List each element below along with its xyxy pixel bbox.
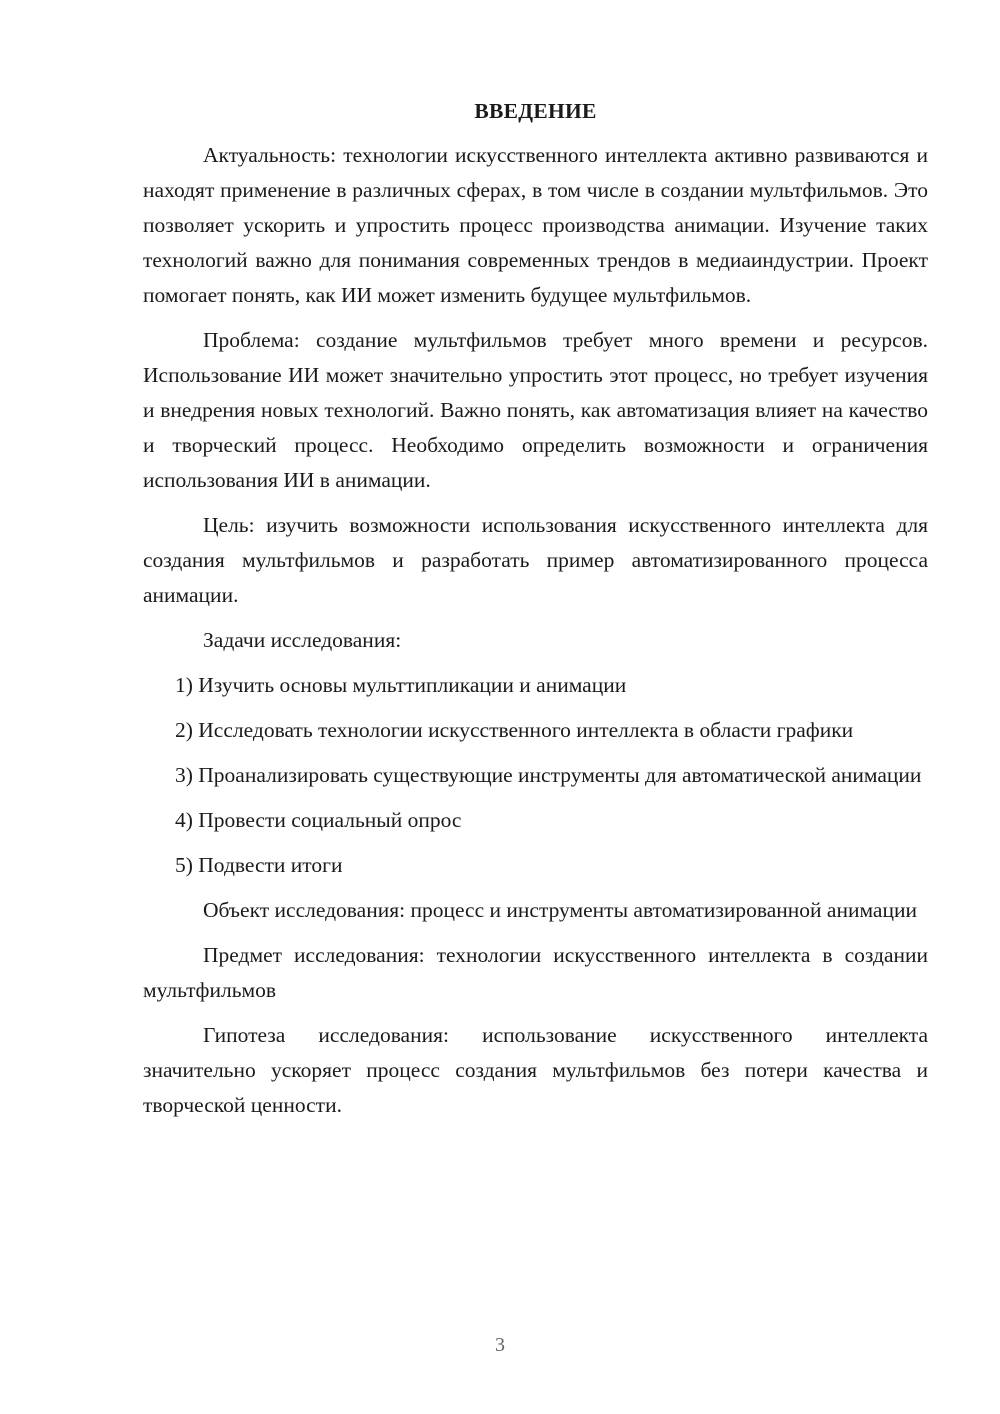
paragraph-relevance: Актуальность: технологии искусственного интеллекта активно развиваются и находят применение в различных сферах, в том числе в создании мультфильмов. Это позволяет ускорить и упростить процесс производства анимации. Изучение таких технологий важно для понимания современных трендов в медиаиндустрии. Проект помогает понять, как ИИ может изменить будущее мультфильмов. [143, 143, 928, 307]
list-item-task-5: 5) Подвести итоги [175, 853, 343, 877]
page-number: 3 [495, 1334, 505, 1356]
list-item-task-2: 2) Исследовать технологии искусственного интеллекта в области графики [175, 718, 854, 742]
paragraph-problem: Проблема: создание мультфильмов требует много времени и ресурсов. Использование ИИ может значительно упростить этот процесс, но требует изучения и внедрения новых технологий. Важно понять, как автоматизация влияет на качество и творческий процесс. Необходимо определить возможности и ограничения использования ИИ в анимации. [143, 328, 928, 492]
document-page [143, 96, 928, 1133]
paragraph-tasks-heading: Задачи исследования: [203, 628, 402, 652]
paragraph-goal: Цель: изучить возможности использования искусственного интеллекта для создания мультфильмов и разработать пример автоматизированного процесса анимации. [143, 513, 928, 607]
list-item-task-1: 1) Изучить основы мульттипликации и анимации [175, 673, 627, 697]
paragraph-subject: Предмет исследования: технологии искусственного интеллекта в создании мультфильмов [143, 943, 928, 1002]
paragraph-hypothesis: Гипотеза исследования: использование искусственного интеллекта значительно ускоряет процесс создания мультфильмов без потери качества и творческой ценности. [143, 1023, 928, 1117]
section-title: ВВЕДЕНИЕ [474, 99, 597, 123]
paragraph-object: Объект исследования: процесс и инструменты автоматизированной анимации [203, 898, 917, 922]
list-item-task-4: 4) Провести социальный опрос [175, 808, 462, 832]
list-item-task-3: 3) Проанализировать существующие инструменты для автоматической анимации [175, 763, 922, 787]
